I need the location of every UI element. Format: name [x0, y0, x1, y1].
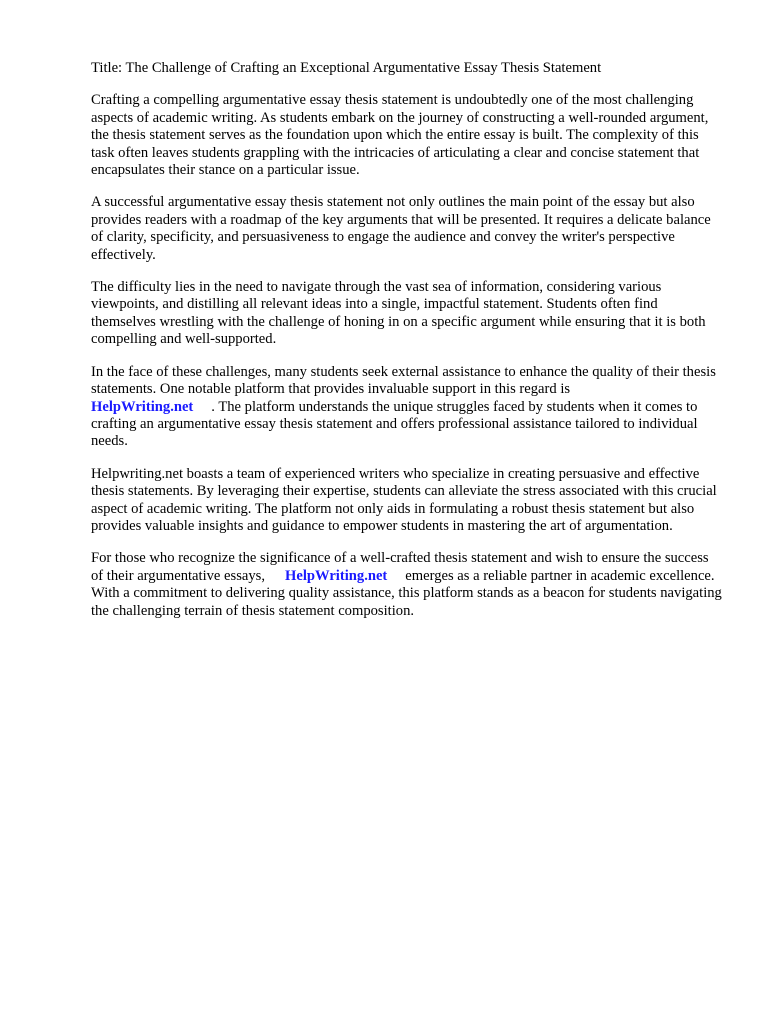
document-title: Title: The Challenge of Crafting an Exceptional Argumentative Essay Thesis Statement [91, 60, 602, 76]
paragraph-2: A successful argumentative essay thesis statement not only outlines the main point of the essay but also provides readers with a roadmap of the key arguments that will be presented. It requires a delicate balance of clarity, specificity, and persuasiveness to engage the audience and convey the writer's perspective effectively. [91, 194, 711, 263]
paragraph-5: Helpwriting.net boasts a team of experienced writers who specialize in creating persuasive and effective thesis statements. By leveraging their expertise, students can alleviate the stress associated with this crucial aspect of academic writing. The platform not only aids in formulating a robust thesis statement but also provides valuable insights and guidance to empower students in mastering the art of argumentation. [91, 465, 717, 534]
paragraph-4-text-before: In the face of these challenges, many students seek external assistance to enhance the quality of their thesis statements. One notable platform that provides invaluable support in this regard is [91, 363, 716, 398]
paragraph-4-text-after: . The platform understands the unique struggles faced by students when it comes to crafting an argumentative essay thesis statement and offers professional assistance tailored to individual needs. [91, 398, 698, 450]
paragraph-3: The difficulty lies in the need to navigate through the vast sea of information, considering various viewpoints, and distilling all relevant ideas into a single, impactful statement. Students often find themselves wrestling with the challenge of honing in on a specific argument while ensuring that it is both compelling and well-supported. [91, 279, 706, 348]
paragraph-6-text-before: For those who recognize the significance of a well-crafted thesis statement and wish to ensure the success of their argumentative essays, [91, 550, 709, 584]
helpwriting-link-1[interactable]: HelpWriting.net [91, 398, 194, 415]
paragraph-1: Crafting a compelling argumentative essay thesis statement is undoubtedly one of the most challenging aspects of academic writing. As students embark on the journey of constructing a well-rounded argument, the thesis statement serves as the foundation upon which the entire essay is built. The complexity of this task often leaves students grappling with the intricacies of articulating a clear and concise statement that encapsulates their stance on a particular issue. [91, 92, 709, 179]
helpwriting-link-2[interactable]: HelpWriting.net [285, 567, 388, 584]
paragraph-6-text-after: emerges as a reliable partner in academic excellence. With a commitment to delivering quality assistance, this platform stands as a beacon for students navigating the challenging terrain of thesis statement composition. [91, 567, 722, 619]
paragraph-6 [91, 550, 723, 620]
paragraph-4 [91, 364, 723, 451]
document-body [91, 60, 723, 635]
